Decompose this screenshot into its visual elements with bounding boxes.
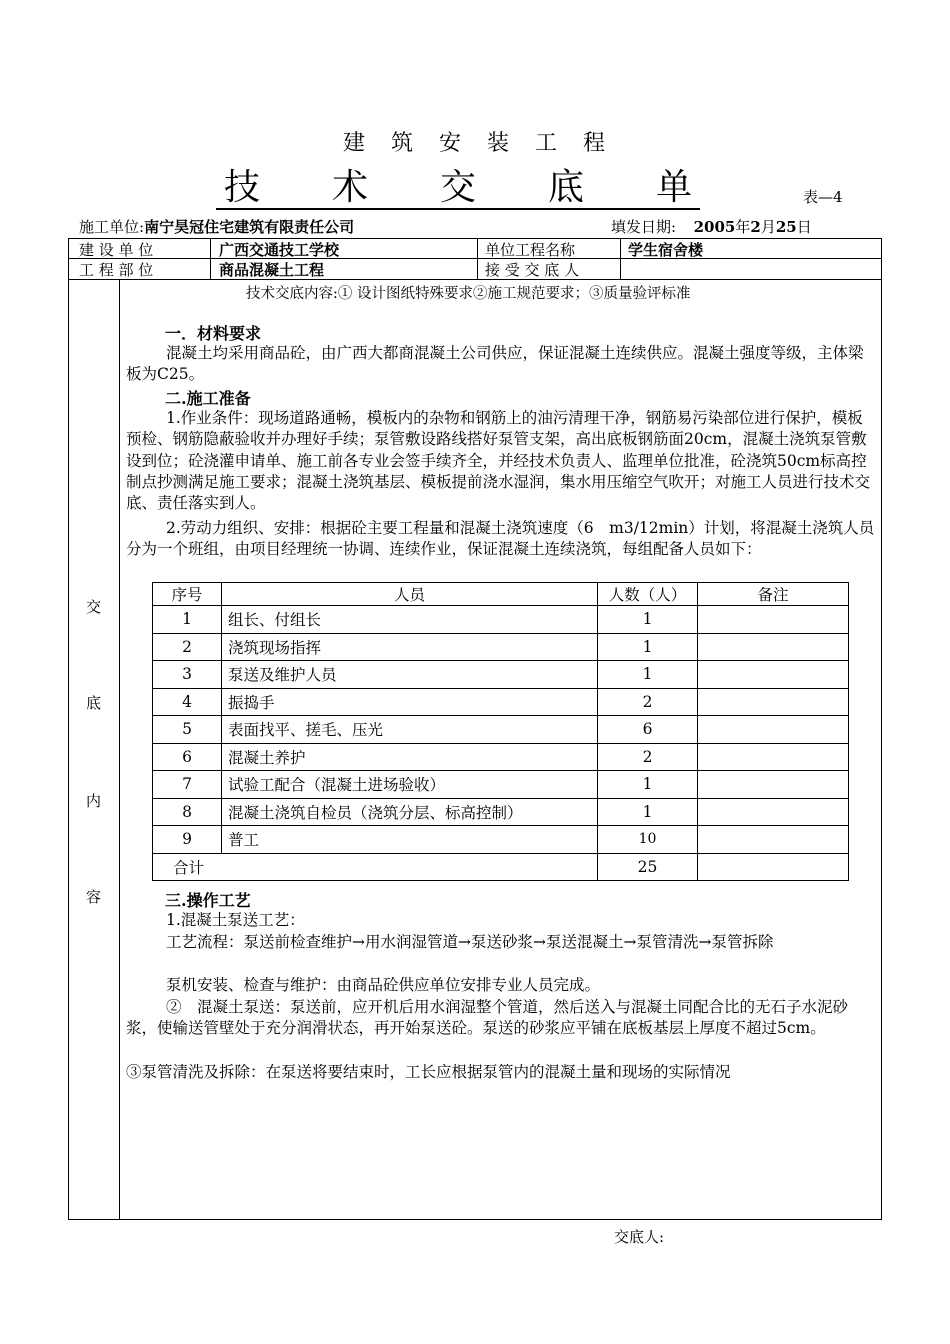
row-index: 2	[153, 633, 222, 661]
construction-unit-value: 南宁昊冠住宅建筑有限责任公司	[144, 218, 355, 236]
row-role: 混凝土养护	[222, 743, 598, 771]
row-note	[698, 826, 849, 854]
table-header-cell: 人员	[222, 583, 598, 606]
row-index: 5	[153, 716, 222, 744]
row-index: 4	[153, 688, 222, 716]
row-role: 泵送及维护人员	[222, 661, 598, 689]
side-label-char: 交	[86, 598, 102, 616]
work-conditions-paragraph: 1.作业条件：现场道路通畅，模板内的杂物和钢筋上的油污清理干净，钢筋易污染部位进行保护，模板预检、钢筋隐蔽验收并办理好手续；泵管敷设路线搭好泵管支架，高出底板钢筋面20cm，混凝土浇筑泵管敷设到位；砼浇灌申请单、施工前各专业会签手续齐全，并经技术负责人、监理单位批准，砼浇筑50cm标高控制点抄测满足施工要求；混凝土浇筑基层、模板提前浇水湿润，集水用压缩空气吹开；对施工人员进行技术交底、责任落实到人。	[126, 409, 871, 513]
row-count: 1	[598, 606, 698, 634]
total-label: 合计	[153, 853, 598, 881]
frame-right	[881, 238, 882, 1220]
project-name-label: 单位工程名称	[485, 241, 576, 259]
pump-process-title: 1.混凝土泵送工艺：	[166, 911, 305, 929]
frame-top	[68, 238, 882, 239]
material-paragraph: 混凝土均采用商品砼，由广西大都商混凝土公司供应，保证混凝土连续供应。混凝土强度等级，主体梁板为C25。	[126, 344, 864, 384]
row-note	[698, 606, 849, 634]
row-count: 10	[598, 826, 698, 854]
handover-intro: 技术交底内容:① 设计图纸特殊要求②施工规范要求；③质量验评标准	[246, 286, 691, 302]
process-flow-paragraph: 工艺流程：泵送前检查维护→用水润湿管道→泵送砂浆→泵送混凝土→泵管清洗→泵管拆除	[166, 933, 774, 951]
row-count: 2	[598, 688, 698, 716]
project-part-label: 工 程 部 位	[79, 261, 154, 279]
row-role: 混凝土浇筑自检员（浇筑分层、标高控制）	[222, 798, 598, 826]
row-index: 8	[153, 798, 222, 826]
row-note	[698, 661, 849, 689]
row-count: 2	[598, 743, 698, 771]
row-count: 1	[598, 633, 698, 661]
issue-date-m: 月	[760, 218, 776, 236]
row-index: 1	[153, 606, 222, 634]
issue-date-label: 填发日期:	[611, 218, 677, 236]
title-underline	[216, 208, 700, 210]
row-role: 普工	[222, 826, 598, 854]
info-bottom-divider	[68, 279, 882, 280]
row-note	[698, 798, 849, 826]
frame-left	[68, 238, 69, 1220]
row-index: 7	[153, 771, 222, 799]
row-role: 试验工配合（混凝土进场验收）	[222, 771, 598, 799]
issue-date-day: 25	[775, 218, 797, 236]
table-header-row	[153, 583, 849, 606]
section-heading-2: 二.施工准备	[165, 389, 251, 408]
row-index: 3	[153, 661, 222, 689]
section-heading-1: 一．材料要求	[165, 324, 262, 343]
form-number: 表—4	[803, 188, 843, 206]
table-row	[153, 798, 849, 826]
table-row	[153, 716, 849, 744]
row-count: 6	[598, 716, 698, 744]
issue-date-month: 2	[750, 218, 761, 236]
row-index: 9	[153, 826, 222, 854]
row-note	[698, 716, 849, 744]
section-heading-3: 三.操作工艺	[165, 891, 251, 910]
builder-label: 建 设 单 位	[79, 241, 154, 259]
row-index: 6	[153, 743, 222, 771]
side-column-divider	[119, 279, 120, 1219]
doc-title: 技 术 交 底 单	[223, 167, 692, 208]
side-label-char: 容	[86, 888, 102, 906]
total-note	[698, 853, 849, 881]
table-total-row	[153, 853, 849, 881]
row-count: 1	[598, 661, 698, 689]
issue-date	[611, 216, 812, 237]
table-row	[153, 826, 849, 854]
row-count: 1	[598, 771, 698, 799]
receiver-label: 接 受 交 底 人	[485, 261, 580, 279]
row-role: 表面找平、搓毛、压光	[222, 716, 598, 744]
info-col-1	[210, 238, 211, 279]
project-name-value: 学生宿舍楼	[628, 241, 704, 259]
table-header-cell: 备注	[698, 583, 849, 606]
row-note	[698, 771, 849, 799]
builder-value: 广西交通技工学校	[219, 241, 340, 259]
table-row	[153, 606, 849, 634]
row-role: 振捣手	[222, 688, 598, 716]
table-row	[153, 661, 849, 689]
staff-table	[152, 582, 849, 881]
table-row	[153, 633, 849, 661]
frame-bottom	[68, 1219, 882, 1220]
table-header-cell: 人数（人）	[598, 583, 698, 606]
table-row	[153, 771, 849, 799]
issue-date-y: 年	[735, 218, 751, 236]
issue-date-year: 2005	[693, 218, 736, 236]
pump-install-paragraph: 泵机安装、检查与维护：由商品砼供应单位安排专业人员完成。	[166, 976, 601, 994]
labor-paragraph: 2.劳动力组织、安排：根据砼主要工程量和混凝土浇筑速度（6 m3/12min）计划，将混凝土浇筑人员分为一个班组，由项目经理统一协调、连续作业，保证混凝土连续浇筑，每组配备人员如下：	[126, 519, 875, 559]
total-value: 25	[598, 853, 698, 881]
info-col-2	[477, 238, 478, 279]
row-note	[698, 743, 849, 771]
doc-subtitle: 建 筑 安 装 工 程	[342, 131, 607, 156]
row-note	[698, 633, 849, 661]
table-row	[153, 688, 849, 716]
construction-unit	[79, 216, 354, 237]
info-row-divider	[68, 258, 882, 259]
info-col-3	[620, 238, 621, 279]
project-part-value: 商品混凝土工程	[219, 261, 325, 279]
table-header-cell: 序号	[153, 583, 222, 606]
table-row	[153, 743, 849, 771]
pumping-paragraph: ② 混凝土泵送：泵送前，应开机后用水润湿整个管道，然后送入与混凝土同配合比的无石子水泥砂浆，使输送管壁处于充分润滑状态，再开始泵送砼。泵送的砂浆应平铺在底板基层上厚度不超过5cm。	[126, 998, 849, 1038]
cleaning-paragraph: ③泵管清洗及拆除：在泵送将要结束时，工长应根据泵管内的混凝土量和现场的实际情况	[126, 1063, 731, 1081]
row-count: 1	[598, 798, 698, 826]
row-note	[698, 688, 849, 716]
construction-unit-label: 施工单位:	[79, 218, 145, 236]
handover-person-label: 交底人:	[614, 1228, 665, 1246]
side-label-char: 内	[86, 792, 102, 810]
row-role: 组长、付组长	[222, 606, 598, 634]
side-label-char: 底	[86, 694, 102, 712]
row-role: 浇筑现场指挥	[222, 633, 598, 661]
issue-date-d: 日	[796, 218, 812, 236]
